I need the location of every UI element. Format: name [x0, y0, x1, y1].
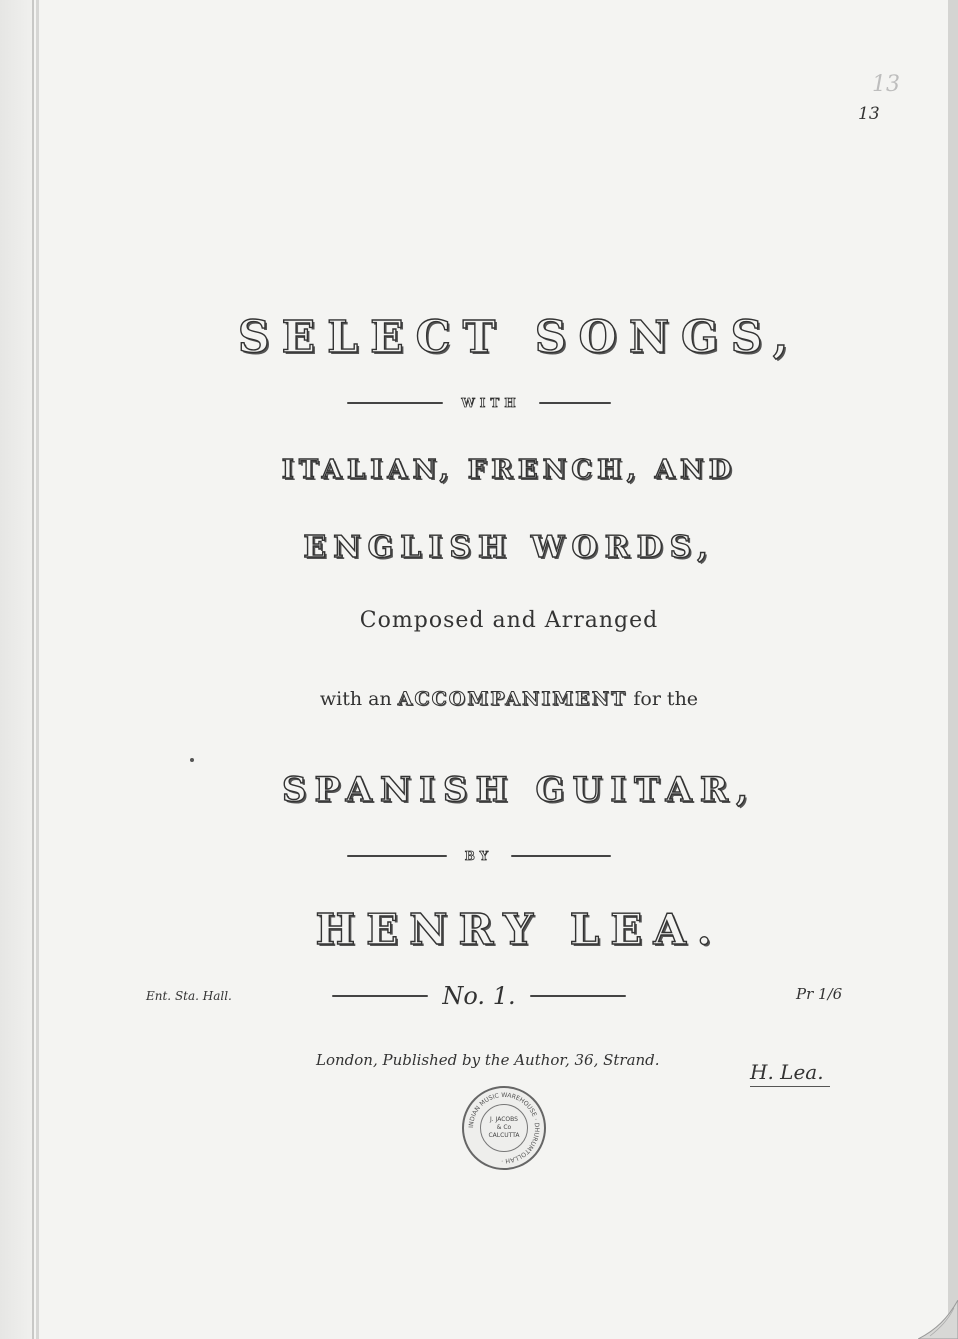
- stamp-center: [480, 1104, 528, 1152]
- divider-rule-left: [347, 402, 443, 404]
- page-corner-curl: [918, 1300, 958, 1339]
- divider-rule-left: [347, 855, 447, 857]
- ink-dot: [190, 758, 194, 762]
- accompaniment-pre: with an: [319, 688, 392, 710]
- accompaniment-word: ACCOMPANIMENT: [397, 688, 628, 710]
- stamp-line-1: J. JACOBS: [490, 1116, 518, 1123]
- right-edge: [948, 0, 958, 1339]
- title-english-words: ENGLISH WORDS,: [303, 530, 715, 565]
- page-number-faint: 13: [872, 72, 900, 97]
- stamp-ring-text: INDIAN MUSIC WAREHOUSE · DHURUMTOLLAH ·: [467, 1091, 541, 1165]
- by-divider: [0, 849, 958, 863]
- spine-strip: [0, 0, 34, 1339]
- price: Pr 1/6: [796, 985, 843, 1003]
- entered-stationers-hall: Ent. Sta. Hall.: [146, 989, 232, 1003]
- spine-line: [36, 0, 39, 1339]
- page-number: 13: [858, 104, 880, 124]
- divider-rule-right: [511, 855, 611, 857]
- divider-rule-right: [539, 402, 611, 404]
- with-label: WITH: [461, 396, 521, 410]
- title-composed: Composed and Arranged: [359, 608, 659, 633]
- by-label: BY: [464, 849, 494, 863]
- divider-rule-right: [530, 995, 626, 997]
- accompaniment-post: for the: [633, 688, 699, 710]
- divider-rule-left: [332, 995, 428, 997]
- title-select-songs: SELECT SONGS,: [237, 312, 801, 363]
- title-languages: ITALIAN, FRENCH, AND: [281, 455, 737, 485]
- title-spanish-guitar: SPANISH GUITAR,: [281, 770, 757, 810]
- author-name: HENRY LEA.: [315, 905, 723, 954]
- title-accompaniment-line: [30, 688, 958, 710]
- with-divider: [0, 396, 958, 410]
- issue-number: No. 1.: [442, 982, 516, 1010]
- stamp-line-2: & Co: [496, 1124, 512, 1131]
- stamp-line-3: CALCUTTA: [488, 1132, 520, 1139]
- signature: H. Lea.: [750, 1060, 830, 1087]
- imprint: London, Published by the Author, 36, Strand.: [316, 1051, 660, 1069]
- library-stamp: [462, 1086, 546, 1170]
